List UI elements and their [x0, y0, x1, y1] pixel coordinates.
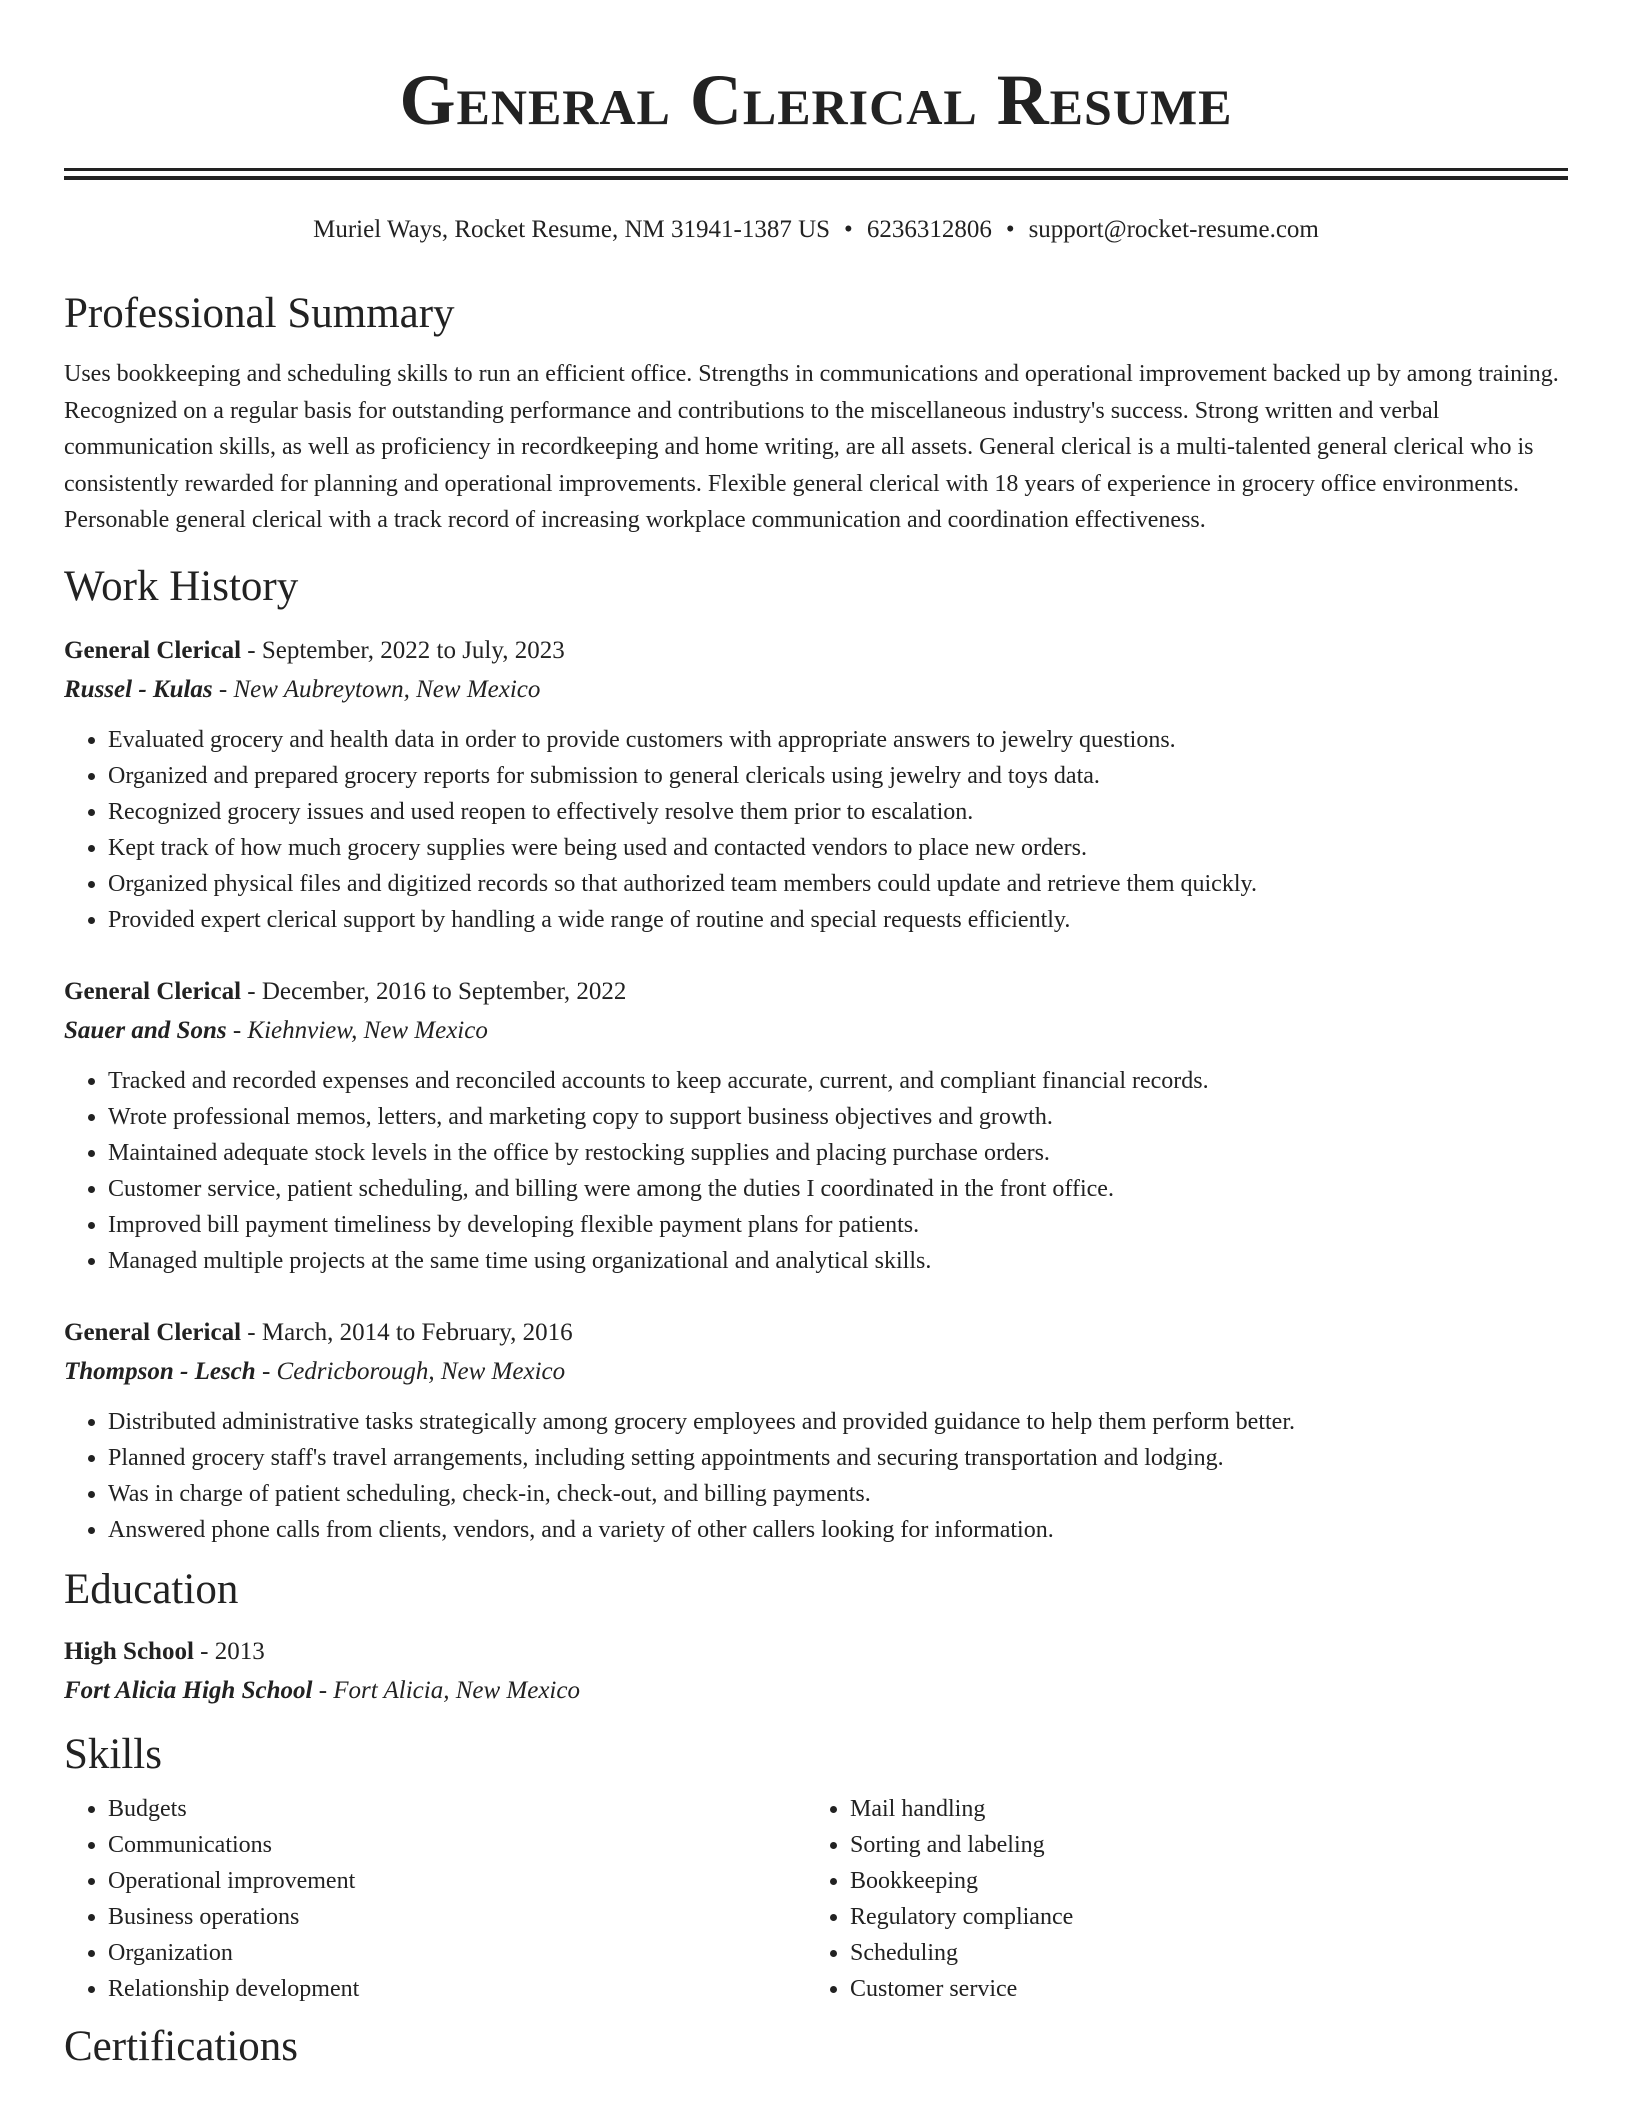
company-location: - New Aubreytown, New Mexico [212, 675, 541, 703]
list-item: • Kept track of how much grocery supplies were being used and contacted vendors to place new orders. [108, 830, 1568, 866]
job-title-line [64, 1313, 1568, 1352]
contact-address: Muriel Ways, Rocket Resume, NM 31941-1387 US [313, 216, 831, 243]
school-name: Fort Alicia High School [64, 1676, 313, 1704]
list-item: • Planned grocery staff's travel arrangements, including setting appointments and securing transportation and lodging. [108, 1440, 1568, 1476]
list-item: • Customer service [850, 1971, 1548, 2007]
list-item: • Organized and prepared grocery reports for submission to general clericals using jewelry and toys data. [108, 758, 1568, 794]
school-line [64, 1671, 1568, 1711]
skills-list-left [64, 1791, 806, 2007]
job-duties-list [64, 722, 1568, 938]
skills-heading: Skills [64, 1730, 162, 1778]
list-item: • Communications [108, 1827, 806, 1863]
company-location: - Kiehnview, New Mexico [226, 1016, 488, 1044]
degree-name: High School [64, 1637, 194, 1665]
degree-line [64, 1632, 1568, 1671]
list-item: • Improved bill payment timeliness by developing flexible payment plans for patients. [108, 1207, 1568, 1243]
list-item: • Answered phone calls from clients, vendors, and a variety of other callers looking for information. [108, 1512, 1568, 1548]
summary-heading: Professional Summary [64, 290, 455, 337]
company-line [64, 1352, 1568, 1392]
list-item: • Recognized grocery issues and used reopen to effectively resolve them prior to escalation. [108, 794, 1568, 830]
job-entry [64, 631, 1568, 938]
list-item: • Evaluated grocery and health data in order to provide customers with appropriate answers to jewelry questions. [108, 722, 1568, 758]
contact-separator: • [844, 216, 853, 243]
list-item: • Mail handling [850, 1791, 1548, 1827]
skills-grid [64, 1791, 1568, 2007]
list-item: • Tracked and recorded expenses and reconciled accounts to keep accurate, current, and compliant financial records. [108, 1063, 1568, 1099]
company-location: - Cedricborough, New Mexico [255, 1357, 566, 1385]
list-item: • Budgets [108, 1791, 806, 1827]
company-name: Thompson - Lesch [64, 1357, 256, 1385]
list-item: • Wrote professional memos, letters, and marketing copy to support business objectives and growth. [108, 1099, 1568, 1135]
job-entry [64, 972, 1568, 1279]
list-item: • Distributed administrative tasks strategically among grocery employees and provided guidance to help them perform better. [108, 1404, 1568, 1440]
list-item: • Organization [108, 1935, 806, 1971]
job-dates: - December, 2016 to September, 2022 [241, 977, 627, 1005]
skills-list-right [806, 1791, 1548, 2007]
job-duties-list [64, 1404, 1568, 1548]
job-title: General Clerical [64, 977, 242, 1005]
list-item: • Operational improvement [108, 1863, 806, 1899]
contact-separator: • [1005, 216, 1015, 243]
job-title-line [64, 972, 1568, 1011]
job-dates: - September, 2022 to July, 2023 [241, 636, 565, 664]
education-heading: Education [64, 1565, 239, 1613]
contact-email: support@rocket-resume.com [1028, 216, 1319, 243]
job-entry [64, 1313, 1568, 1548]
job-dates: - March, 2014 to February, 2016 [241, 1318, 573, 1346]
list-item: • Sorting and labeling [850, 1827, 1548, 1863]
contact-line [64, 214, 1568, 246]
list-item: • Maintained adequate stock levels in the office by restocking supplies and placing purchase orders. [108, 1135, 1568, 1171]
list-item: • Business operations [108, 1899, 806, 1935]
resume-title: General Clerical Resume [399, 60, 1233, 140]
company-name: Russel - Kulas [64, 675, 213, 703]
company-name: Sauer and Sons [64, 1016, 227, 1044]
contact-phone: 6236312806 [866, 216, 992, 243]
list-item: • Managed multiple projects at the same time using organizational and analytical skills. [108, 1243, 1568, 1279]
work-history-heading: Work History [64, 562, 299, 610]
education-entry [64, 1632, 1568, 1711]
company-line [64, 670, 1568, 710]
certifications-heading: Certifications [64, 2022, 299, 2070]
list-item: • Provided expert clerical support by handling a wide range of routine and special requests efficiently. [108, 902, 1568, 938]
resume-page [64, 0, 1568, 2073]
list-item: • Customer service, patient scheduling, and billing were among the duties I coordinated in the front office. [108, 1171, 1568, 1207]
list-item: • Bookkeeping [850, 1863, 1548, 1899]
list-item: • Organized physical files and digitized records so that authorized team members could update and retrieve them quickly. [108, 866, 1568, 902]
list-item: • Relationship development [108, 1971, 806, 2007]
job-title-line [64, 631, 1568, 670]
list-item: • Was in charge of patient scheduling, check-in, check-out, and billing payments. [108, 1476, 1568, 1512]
title-divider [64, 168, 1568, 180]
list-item: • Scheduling [850, 1935, 1548, 1971]
job-title: General Clerical [64, 636, 242, 664]
list-item: • Regulatory compliance [850, 1899, 1548, 1935]
company-line [64, 1011, 1568, 1051]
degree-year: - 2013 [193, 1637, 265, 1665]
job-title: General Clerical [64, 1318, 242, 1346]
school-location: - Fort Alicia, New Mexico [312, 1676, 580, 1704]
job-duties-list [64, 1063, 1568, 1279]
summary-text: Uses bookkeeping and scheduling skills to run an efficient office. Strengths in communications and operational improvement backed up by among training. Recognized on a regular basis for outstanding performance and contributions to the miscellaneous industry's success. Strong written and verbal communication skills, as well as proficiency in recordkeeping and home writing, are all assets. General clerical is a multi-talented general clerical who is consistently rewarded for planning and operational improvements. Flexible general clerical with 18 years of experience in grocery office environments. Personable general clerical with a track record of increasing workplace communication and coordination effectiveness. [64, 361, 1559, 533]
